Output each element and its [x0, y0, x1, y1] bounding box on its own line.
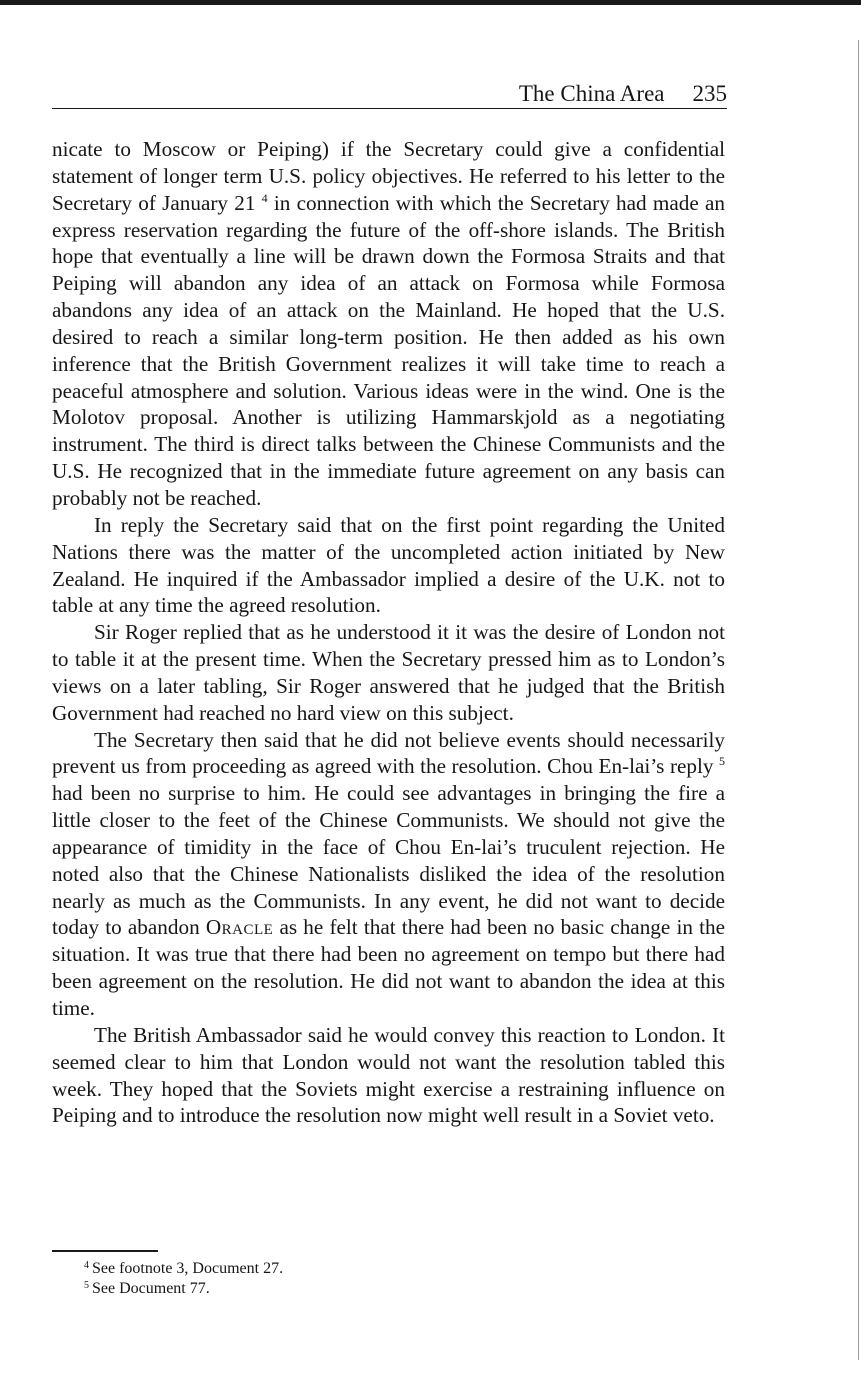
footnote-4-text: See footnote 3, Document 27. [92, 1260, 284, 1277]
paragraph-4 [52, 727, 725, 1022]
footnotes [84, 1259, 684, 1299]
paragraph-1 [52, 136, 725, 512]
page-edge-line [858, 40, 859, 1360]
footnote-ref-4: 4 [261, 190, 268, 205]
paragraph-1-text-b: in connection with which the Secretary had made an express reservation regarding the future of the off-shore islands. The British hope that eventually a line will be drawn down the Formosa Straits and that Peiping will abandon any idea of an attack on Formosa while Formosa abandons any idea of an attack on the Mainland. He hoped that the U.S. desired to reach a similar long-term position. He then added as his own inference that the British Government realizes it will take time to reach a peaceful atmosphere and solution. Various ideas were in the wind. One is the Molotov proposal. Another is utilizing Hammarskjold as a negotiating instrument. The third is direct talks between the Chinese Communists and the U.S. He recognized that in the immediate future agreement on any basis can probably not be reached. [52, 190, 725, 510]
body-text [52, 136, 725, 1129]
footnote-rule [52, 1250, 158, 1252]
page-number: 235 [692, 81, 727, 106]
paragraph-4-text-b: had been no surprise to him. He could see advantages in bringing the fire a little closer to the feet of the Chinese Communists. We should not give the appearance of timidity in the face of Chou En-lai’s truculent rejection. He noted also that the Chinese Nationalists disliked the idea of the resolution nearly as much as the Communists. In any event, he did not want to decide today to abandon [52, 781, 725, 940]
footnote-ref-5: 5 [719, 754, 726, 769]
paragraph-1-text-a: nicate to Moscow or Peiping) if the Secretary could give a confidential statement of longer term U.S. policy objectives. He referred to his letter to the Secretary of January 21 [52, 137, 725, 215]
paragraph-3: Sir Roger replied that as he understood it it was the desire of London not to table it at the present time. When the Secretary pressed him as to London’s views on a later tabling, Sir Roger answered that he judged that the British Government had reached no hard view on this subject. [52, 620, 725, 725]
footnote-5-text: See Document 77. [92, 1280, 210, 1297]
running-head [52, 80, 727, 109]
footnote-4-marker: 4 [84, 1260, 89, 1271]
code-word-oracle: Oracle [205, 915, 274, 940]
paragraph-4-text-a: The Secretary then said that he did not believe events should necessarily prevent us from proceeding as agreed with the resolution. Chou En-lai’s reply [52, 727, 725, 779]
footnote-5 [84, 1279, 684, 1299]
footnote-5-marker: 5 [84, 1280, 89, 1291]
paragraph-5: The British Ambassador said he would convey this reaction to London. It seemed clear to him that London would not want the resolution tabled this week. They hoped that the Soviets might exercise a restraining influence on Peiping and to introduce the resolution now might well result in a Soviet veto. [52, 1022, 725, 1128]
top-edge-rule [0, 0, 861, 5]
paragraph-2: In reply the Secretary said that on the first point regarding the United Nations there was the matter of the uncompleted action initiated by New Zealand. He inquired if the Ambassador implied a desire of the U.K. not to table at any time the agreed resolution. [52, 512, 725, 618]
footnote-4 [84, 1259, 684, 1279]
running-title: The China Area [518, 81, 665, 106]
paragraph-4-text-c: as he felt that there had been no basic change in the situation. It was true that there had been no agreement on tempo but there had been agreement on the resolution. He did not want to abandon the idea at this time. [52, 915, 725, 1020]
